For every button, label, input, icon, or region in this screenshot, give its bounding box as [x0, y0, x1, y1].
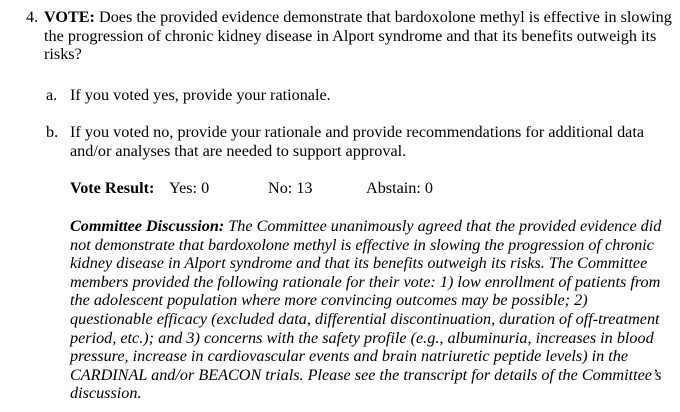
- question-label: VOTE:: [44, 8, 95, 26]
- sub-item-letter: a.: [46, 86, 58, 104]
- sub-item-text: If you voted yes, provide your rationale.: [70, 86, 331, 104]
- vote-result-row: [70, 179, 630, 199]
- question-number: 4.: [26, 8, 39, 26]
- question-text: Does the provided evidence demonstrate that bardoxolone methyl is effective in slowing the progression of chronic kidney disease in Alport syndrome and that its benefits outweigh its risks?: [44, 8, 672, 64]
- question-text-block: [44, 8, 674, 64]
- sub-item-text: If you voted no, provide your rationale and provide recommendations for additional data and/or analyses that are needed to support approval.: [70, 123, 645, 160]
- vote-abstain: Abstain: 0: [366, 179, 433, 197]
- discussion-label: Committee Discussion:: [70, 217, 225, 235]
- vote-no: No: 13: [268, 179, 313, 197]
- sub-item-letter: b.: [46, 123, 59, 141]
- vote-yes: Yes: 0: [169, 179, 210, 197]
- vote-result-label: Vote Result:: [70, 179, 155, 197]
- discussion-text: The Committee unanimously agreed that the provided evidence did not demonstrate that bardoxolone methyl is effective in slowing the progression of chronic kidney disease in Alport syndrome and that its benefits outweigh its risks. The Committee members provided the following rationale for their vote: 1) low enrollment of patients from the adolescent population where more convincing outcomes may be possible; 2) questionable efficacy (excluded data, differential discontinuation, duration of off-treatment period, etc.); and 3) concerns with the safety profile (e.g., albuminuria, increases in blood pressure, increase in cardiovascular events and brain natriuretic peptide levels) in the CARDINAL and/or BEACON trials. Please see the transcript for details of the Committee’s discussion.: [70, 217, 662, 403]
- committee-discussion: [70, 217, 670, 403]
